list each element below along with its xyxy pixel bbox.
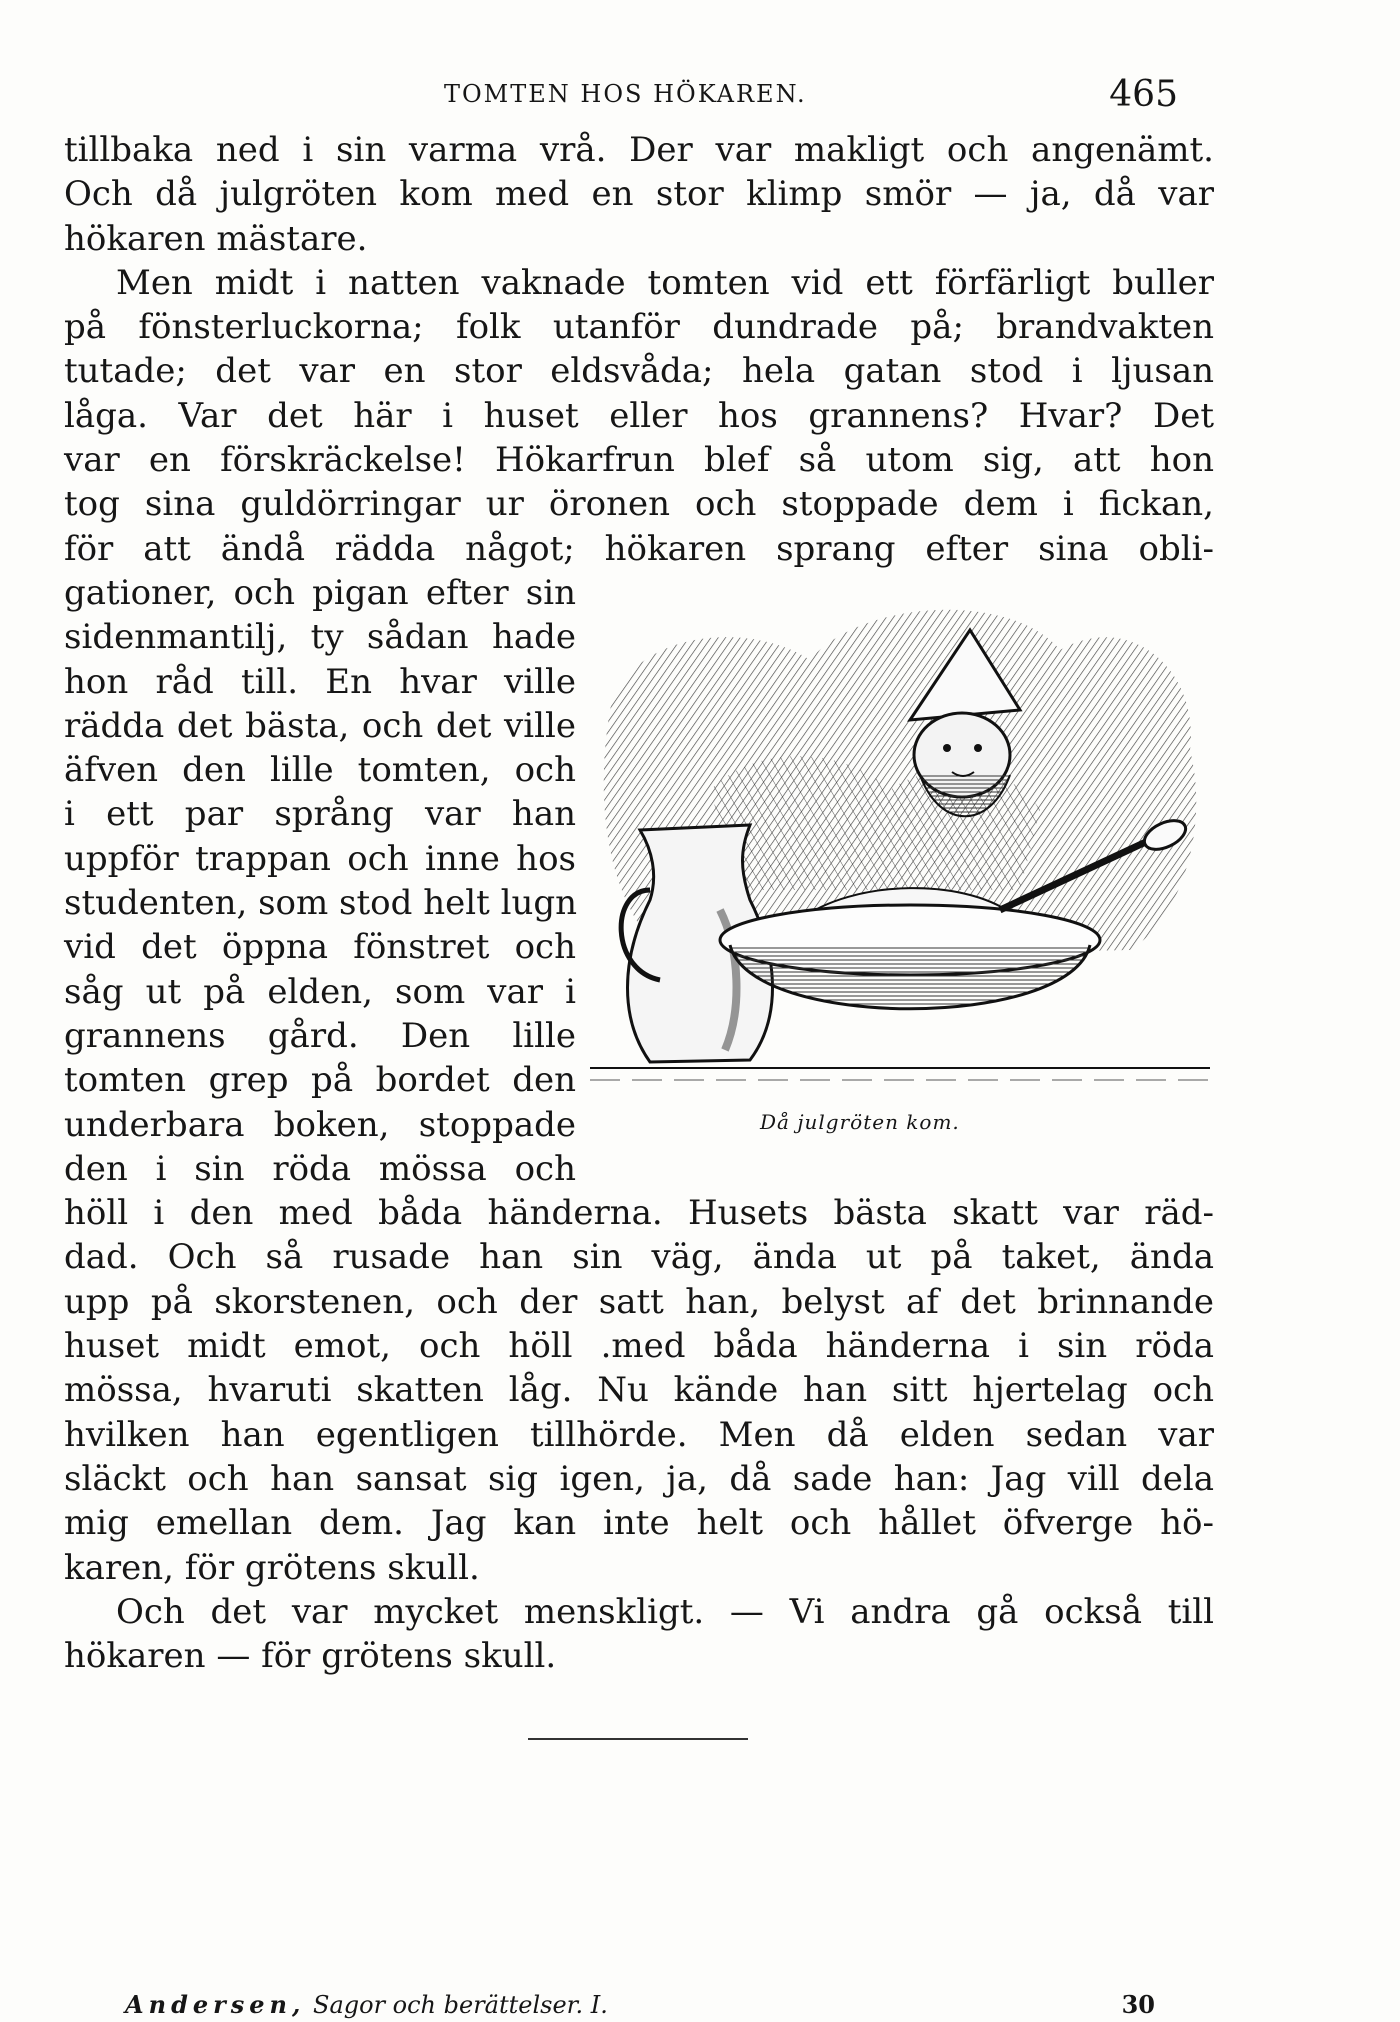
section-divider <box>528 1738 748 1740</box>
text-line: mig emellan dem. Jag kan inte helt och hållet öfverge hö- <box>64 1503 1214 1544</box>
text-line: tog sina guldörringar ur öronen och stoppade dem i fickan, <box>64 484 1214 525</box>
text-line: mössa, hvaruti skatten låg. Nu kände han sitt hjertelag och <box>64 1370 1214 1411</box>
text-line: hökaren mästare. <box>64 218 368 259</box>
text-line: huset midt emot, och höll .med båda händerna i sin röda <box>64 1326 1214 1367</box>
text-line: upp på skorstenen, och der satt han, belyst af det brinnande <box>64 1281 1214 1322</box>
text-line: Och då julgröten kom med en stor klimp smör — ja, då var <box>64 174 1214 215</box>
text-line: underbara boken, stoppade <box>64 1104 576 1145</box>
text-line: hökaren — för grötens skull. <box>64 1636 557 1677</box>
text-line: på fönsterluckorna; folk utanför dundrade på; brandvakten <box>64 307 1214 348</box>
illustration-engraving <box>590 590 1210 1110</box>
running-head: TOMTEN HOS HÖKAREN. <box>444 80 807 108</box>
text-line: rädda det bästa, och det ville <box>64 705 576 746</box>
text-line: hvilken han egentligen tillhörde. Men då elden sedan var <box>64 1414 1214 1455</box>
text-line: den i sin röda mössa och <box>64 1148 576 1189</box>
text-line: vid det öppna fönstret och <box>64 927 576 968</box>
text-line: Men midt i natten vaknade tomten vid ett förfärligt buller <box>116 262 1214 303</box>
text-line: tillbaka ned i sin varma vrå. Der var makligt och angenämt. <box>64 130 1214 170</box>
illustration <box>590 590 1210 1130</box>
text-line: såg ut på elden, som var i <box>64 971 576 1012</box>
figure-caption: Då julgröten kom. <box>760 1110 960 1134</box>
text-line: grannens gård. Den lille <box>64 1015 576 1056</box>
text-line: sidenmantilj, ty sådan hade <box>64 617 576 658</box>
text-line: höll i den med båda händerna. Husets bästa skatt var räd- <box>64 1193 1214 1234</box>
footer-author: Andersen, <box>125 1990 306 2019</box>
text-line: var en förskräckelse! Hökarfrun blef så utom sig, att hon <box>64 440 1214 481</box>
text-line: tutade; det var en stor eldsvåda; hela gatan stod i ljusan <box>64 351 1214 392</box>
text-line: äfven den lille tomten, och <box>64 750 576 791</box>
footer-title: Sagor och berättelser. I. <box>313 1991 608 2019</box>
page-footer <box>125 1990 1155 2020</box>
text-line: hon råd till. En hvar ville <box>64 661 576 702</box>
text-line: karen, för grötens skull. <box>64 1547 480 1588</box>
footer-signature: 30 <box>1121 1990 1155 2019</box>
text-line: tomten grep på bordet den <box>64 1060 576 1101</box>
text-line: dad. Och så rusade han sin väg, ända ut på taket, ända <box>64 1237 1214 1278</box>
text-line: låga. Var det här i huset eller hos grannens? Hvar? Det <box>64 395 1214 436</box>
text-line: i ett par språng var han <box>64 794 576 835</box>
text-line: släckt och han sansat sig igen, ja, då sade han: Jag vill dela <box>64 1458 1214 1499</box>
text-line: uppför trappan och inne hos <box>64 838 576 879</box>
page-header <box>64 74 1178 118</box>
text-line: Och det var mycket menskligt. — Vi andra gå också till <box>116 1591 1214 1632</box>
page-number: 465 <box>1109 74 1178 115</box>
text-line: studenten, som stod helt lugn <box>64 883 578 924</box>
text-line: gationer, och pigan efter sin <box>64 572 576 613</box>
text-line: för att ändå rädda något; hökaren sprang efter sina obli- <box>64 528 1214 569</box>
